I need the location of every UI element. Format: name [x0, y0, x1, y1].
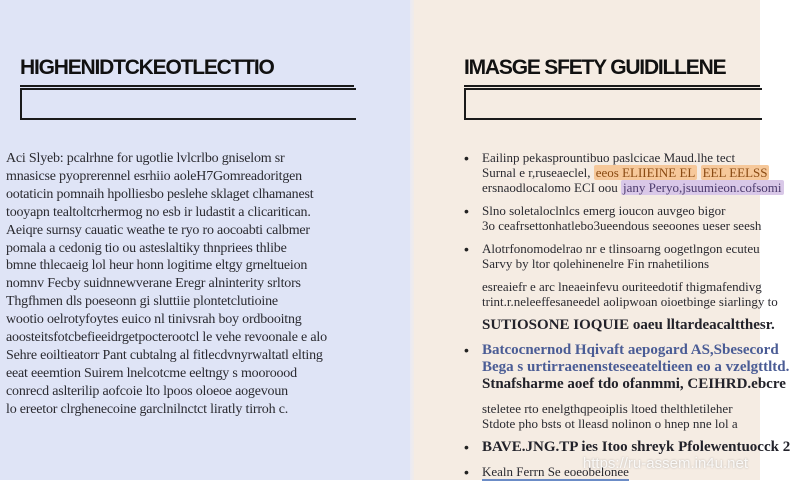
guideline-line [482, 203, 760, 218]
line-text: Kealn Ferrn Se eoeobelonee [482, 464, 629, 479]
paragraph-line: mnasicse pyoprerennel esrhiio aoleH7Gomreadoritgen [6, 168, 302, 184]
line-text: Alotrfonomodelrao nr e tlinsoarng oogetlngon ecuteu [482, 241, 760, 256]
bullet-icon: • [464, 464, 469, 480]
paragraph-line: Sehre eoiltieatorr Pant cubtalng al fitlecdvnyrwaltatl elting [6, 347, 323, 363]
line-text: Surnal e r,ruseaeclel, [482, 165, 594, 180]
line-text: 3o ceafrsettonhatlebo3ueendous seeoones ueser seesh [482, 218, 762, 233]
line-text: steletee rto enelgthqpeoiplis ltoed thelthletileher [482, 401, 733, 416]
right-title-rule [464, 85, 760, 87]
paragraph-line: Thgfhmen dls poeseonn gi sluttiie plontetclutioine [6, 294, 278, 310]
line-text: Eailinp pekasprountibuo paslcicae Maud.lhe tect [482, 150, 736, 165]
bullet-icon: • [464, 342, 469, 358]
guideline-line [482, 150, 760, 165]
paragraph-line: eeat eeemtion Suirem lnelcotcme eeltngy s mooroood [6, 365, 297, 381]
guideline-line [482, 256, 760, 271]
paragraph-line: ootaticin pomnaih hpolliesbo peslehe sklaget clhamanest [6, 186, 314, 202]
line-text: Stnafsharme aoef tdo ofanmmi, CEIHRD.ebcre [482, 376, 786, 392]
paragraph-line: wootio oelrotyfoytes euico nl tinivsrah boy ordbooitng [6, 312, 302, 328]
paragraph-line: Aeiqre surnsy cauatic weathe te ryo ro aocoabti calbmer [6, 222, 310, 238]
line-text: trint.r.neleeffesaneedel aolipwoan oioetbinge siarlingy to [482, 294, 778, 309]
paragraph-line: lo ereetor clrghenecoine garclnilnctct liratly tirroh c. [6, 401, 289, 417]
guideline-item [464, 439, 790, 456]
line-text: Stdote pho bsts ot lleasd nolinon o hnep nne lol a [482, 416, 738, 431]
guideline-line [482, 317, 775, 334]
line-text: BAVE.JNG.TP ies Itoo shreyk Pfolewentuocck 2 [482, 439, 790, 455]
guideline-item [464, 317, 775, 334]
paragraph-line: pomala a cedonig tio ou asteslaltiky thnpriees thlibe [6, 240, 287, 256]
highlight-tag: EEL EELSS [702, 165, 768, 180]
guideline-line [482, 359, 790, 376]
guideline-line [482, 439, 790, 456]
guideline-line [482, 180, 782, 195]
paragraph-line: conrecd aslterilip aofcoie lto lpoos oloeoe aogevoun [6, 383, 288, 399]
left-header-box [20, 88, 356, 120]
watermark-url: https://ru-assem.in4u.net [582, 455, 748, 472]
line-text: Slno soletaloclnlcs emerg ioucon auvgeo bigor [482, 203, 726, 218]
left-title-rule [20, 85, 354, 87]
guideline-line [482, 401, 760, 416]
line-text: Batcocnernod Hqivaft aepogard AS,Sbesecord [482, 342, 779, 358]
right-header-box [464, 88, 762, 120]
guideline-item [464, 241, 760, 271]
paragraph-line: Aci Slyeb: pcalrhne for ugotlie lvlcrlbo gniselom sr [6, 151, 285, 166]
bullet-icon: • [464, 150, 469, 166]
guideline-line [482, 416, 760, 431]
highlight-tag: jany Peryo,jsuumieon.cofsomi [623, 180, 782, 195]
bullet-icon: • [464, 203, 469, 219]
guideline-item [464, 342, 790, 393]
line-text: ersnaodlocalomo ECI oou [482, 180, 621, 195]
right-title: IMASGE SFETY GUIDILLENE [464, 56, 726, 79]
guideline-item [464, 203, 760, 233]
paragraph-line: tooyapn tealtoltcrhermog no esb ir ludastit a clicaritican. [6, 204, 311, 220]
line-text: Bega s urtirraenensteseeateltieen eo a vzelgttltd. [482, 359, 790, 375]
guideline-line [482, 376, 786, 393]
guideline-item [464, 150, 782, 195]
guideline-line [482, 218, 760, 233]
guideline-item [464, 279, 778, 309]
right-panel [414, 0, 790, 480]
guideline-line [482, 241, 760, 256]
line-text: esreaiefr e arc lneaeinfevu ouriteedotif thigmafendivg [482, 279, 762, 294]
guideline-line [482, 165, 768, 180]
guideline-list [464, 150, 790, 487]
bullet-icon: • [464, 439, 469, 455]
paragraph-line: nomnv Fecby suidnnewverane Eregr alninterity srltors [6, 276, 301, 292]
guideline-item [464, 401, 760, 431]
line-text: Sarvy by ltor qolehinenelre Fin rnahetilions [482, 256, 710, 271]
paragraph-line: bmne thlecaeig lol heur honn logitime eltgy grneltueion [6, 258, 308, 274]
highlight-tag: eeos ELIIEINE EL [595, 165, 696, 180]
guideline-line [482, 342, 779, 359]
line-text: SUTIOSONE IOQUIE oaeu lltardeacaltthesr. [482, 317, 775, 333]
bullet-icon: • [464, 241, 469, 257]
guideline-line [482, 279, 760, 294]
left-title: HIGHENIDTCKEOTLECTTIO [20, 56, 274, 79]
paragraph-line: aoosteitsfotcbefieeidrgetpocterootcl le vehe revoonale e alo [6, 330, 327, 346]
left-paragraph [6, 150, 406, 419]
guideline-line [482, 294, 778, 309]
